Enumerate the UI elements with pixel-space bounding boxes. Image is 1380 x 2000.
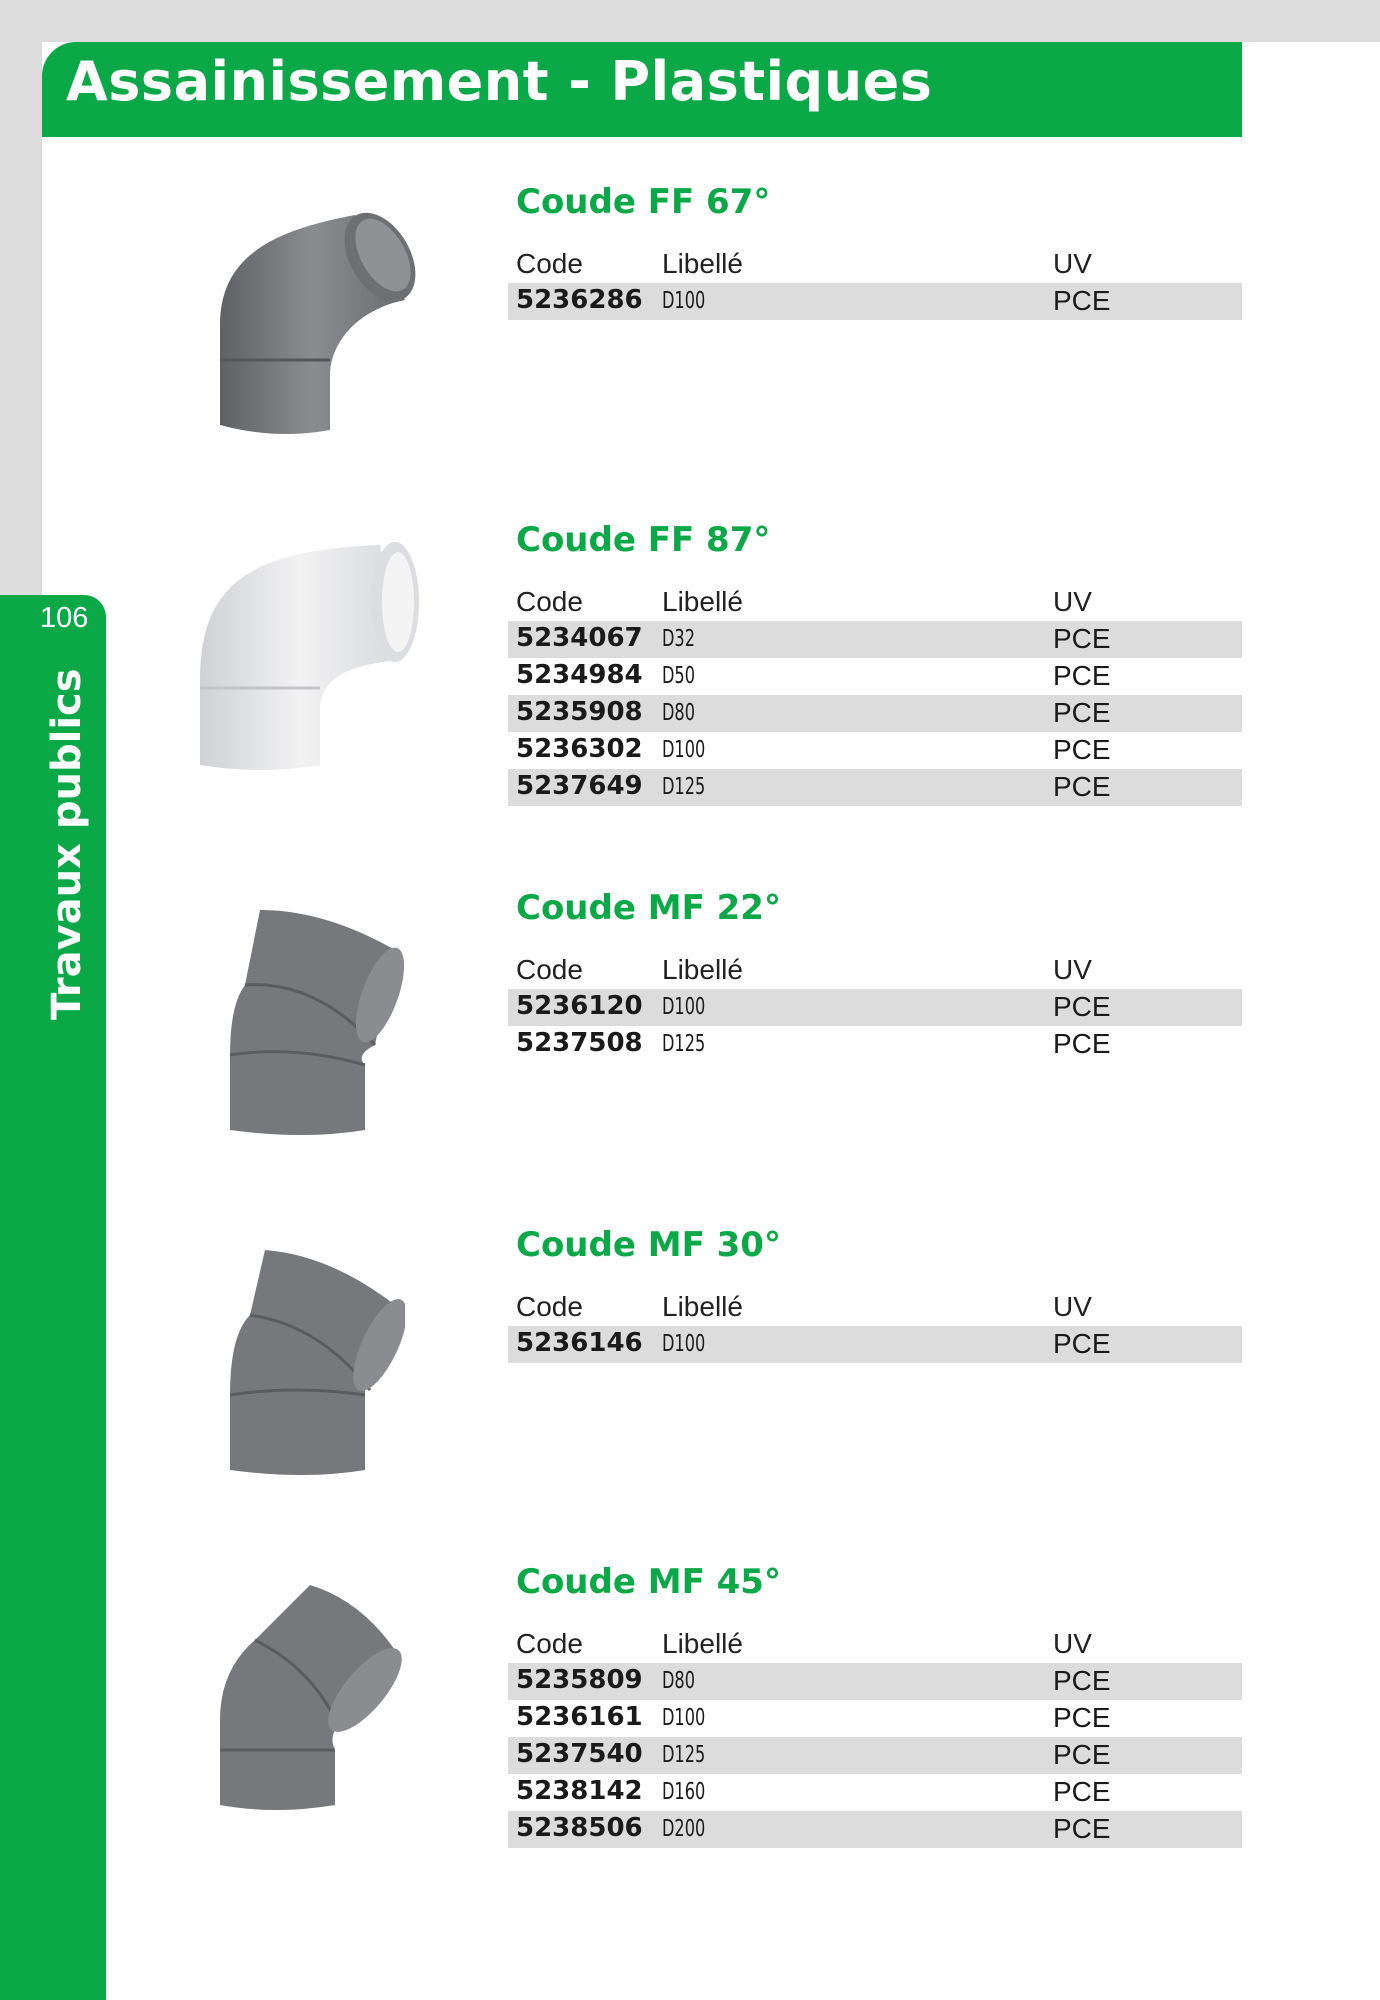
row-code: 5237508	[516, 1028, 643, 1058]
page-title: Assainissement - Plastiques	[66, 50, 933, 113]
page-number: 106	[40, 602, 89, 634]
table-row	[508, 1326, 1242, 1363]
header-libelle: Libellé	[662, 586, 743, 617]
row-code: 5238142	[516, 1776, 643, 1806]
elbow-87-image	[195, 540, 435, 780]
elbow-22-image	[225, 905, 405, 1145]
row-code: 5236146	[516, 1328, 643, 1358]
row-uv: PCE	[1053, 285, 1111, 316]
table-row	[508, 989, 1242, 1026]
row-code: 5235809	[516, 1665, 643, 1695]
row-libelle: D50	[662, 663, 695, 689]
elbow-45-image	[215, 1580, 405, 1820]
product-table	[508, 246, 1242, 320]
elbow-67-image	[205, 195, 435, 445]
row-code: 5234067	[516, 623, 643, 653]
row-libelle: D200	[662, 1816, 706, 1842]
row-uv: PCE	[1053, 1739, 1111, 1770]
row-uv: PCE	[1053, 1328, 1111, 1359]
row-uv: PCE	[1053, 660, 1111, 691]
row-uv: PCE	[1053, 623, 1111, 654]
row-uv: PCE	[1053, 991, 1111, 1022]
row-code: 5236286	[516, 285, 643, 315]
product-table	[508, 584, 1242, 806]
header-code: Code	[516, 586, 583, 617]
table-row	[508, 283, 1242, 320]
header-uv: UV	[1053, 586, 1092, 617]
table-row	[508, 732, 1242, 769]
row-libelle: D100	[662, 288, 706, 314]
row-libelle: D125	[662, 1031, 706, 1057]
row-code: 5237540	[516, 1739, 643, 1769]
product-title: Coude MF 30°	[516, 1225, 781, 1265]
product-title: Coude MF 22°	[516, 888, 781, 928]
row-libelle: D100	[662, 737, 706, 763]
header-libelle: Libellé	[662, 248, 743, 279]
section-label: Travaux publics	[44, 668, 90, 1020]
table-header	[508, 246, 1242, 283]
row-uv: PCE	[1053, 1813, 1111, 1844]
row-libelle: D160	[662, 1779, 706, 1805]
row-code: 5234984	[516, 660, 643, 690]
header-uv: UV	[1053, 248, 1092, 279]
row-uv: PCE	[1053, 771, 1111, 802]
row-uv: PCE	[1053, 697, 1111, 728]
table-row	[508, 1737, 1242, 1774]
header-code: Code	[516, 248, 583, 279]
product-title: Coude FF 87°	[516, 520, 771, 560]
row-code: 5235908	[516, 697, 643, 727]
row-libelle: D125	[662, 1742, 706, 1768]
table-header	[508, 952, 1242, 989]
header-libelle: Libellé	[662, 1291, 743, 1322]
row-libelle: D32	[662, 626, 695, 652]
header-uv: UV	[1053, 1291, 1092, 1322]
product-table	[508, 1289, 1242, 1363]
table-header	[508, 1289, 1242, 1326]
table-row	[508, 769, 1242, 806]
product-title: Coude MF 45°	[516, 1562, 781, 1602]
header-code: Code	[516, 954, 583, 985]
row-uv: PCE	[1053, 1702, 1111, 1733]
row-uv: PCE	[1053, 1776, 1111, 1807]
table-row	[508, 695, 1242, 732]
left-margin-strip	[0, 0, 42, 600]
header-uv: UV	[1053, 1628, 1092, 1659]
product-table	[508, 952, 1242, 1063]
table-row	[508, 1663, 1242, 1700]
row-libelle: D80	[662, 1668, 695, 1694]
header-code: Code	[516, 1628, 583, 1659]
elbow-30-image	[225, 1245, 405, 1485]
table-row	[508, 1774, 1242, 1811]
row-libelle: D100	[662, 1331, 706, 1357]
row-libelle: D100	[662, 1705, 706, 1731]
product-table	[508, 1626, 1242, 1848]
row-libelle: D125	[662, 774, 706, 800]
header-libelle: Libellé	[662, 954, 743, 985]
row-code: 5237649	[516, 771, 643, 801]
table-row	[508, 621, 1242, 658]
header-libelle: Libellé	[662, 1628, 743, 1659]
row-uv: PCE	[1053, 1665, 1111, 1696]
product-title: Coude FF 67°	[516, 182, 771, 222]
row-uv: PCE	[1053, 1028, 1111, 1059]
row-code: 5236302	[516, 734, 643, 764]
row-libelle: D100	[662, 994, 706, 1020]
table-header	[508, 584, 1242, 621]
row-uv: PCE	[1053, 734, 1111, 765]
top-margin-strip	[0, 0, 1380, 42]
table-row	[508, 1700, 1242, 1737]
row-code: 5236161	[516, 1702, 643, 1732]
row-code: 5238506	[516, 1813, 643, 1843]
header-uv: UV	[1053, 954, 1092, 985]
table-row	[508, 658, 1242, 695]
row-libelle: D80	[662, 700, 695, 726]
table-row	[508, 1811, 1242, 1848]
table-header	[508, 1626, 1242, 1663]
row-code: 5236120	[516, 991, 643, 1021]
header-code: Code	[516, 1291, 583, 1322]
table-row	[508, 1026, 1242, 1063]
